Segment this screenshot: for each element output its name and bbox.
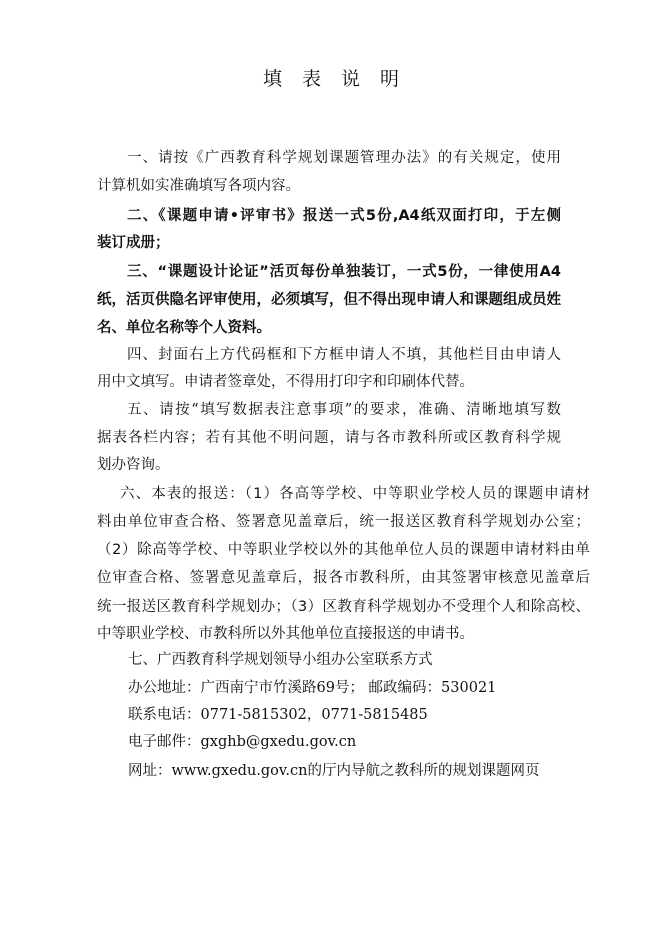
item-2-line-2: 装订成册； [97, 235, 170, 251]
item-3-line-3: 名、单位名称等个人资料。 [97, 320, 271, 336]
item-6-line-5: 统一报送区教育科学规划办；（3）区教育科学规划办不受理个人和除高校、 [97, 599, 590, 615]
website: 网址：www.gxedu.gov.cn的厅内导航之教科所的规划课题网页 [128, 763, 540, 779]
item-6-line-1: 六、本表的报送：（1）各高等学校、中等职业学校人员的课题申请材 [120, 486, 590, 502]
page-title: 填表说明 [262, 68, 419, 90]
item-1-line-1: 一、请按《广西教育科学规划课题管理办法》的有关规定，使用 [127, 150, 561, 166]
item-3-line-1: 三、“课题设计论证”活页每份单独装订，一式5份，一律使用A4 [127, 264, 561, 280]
item-1-line-2: 计算机如实准确填写各项内容。 [97, 178, 300, 194]
item-2-line-1: 二、《课题申请•评审书》报送一式5份,A4纸双面打印，于左侧 [127, 208, 561, 224]
item-5-line-2: 据表各栏内容；若有其他不明问题，请与各市教科所或区教育科学规 [97, 430, 561, 446]
contact-email: 电子邮件：gxghb@gxedu.gov.cn [128, 734, 357, 750]
item-3-line-2: 纸，活页供隐名评审使用，必须填写，但不得出现申请人和课题组成员姓 [97, 292, 561, 308]
item-5-line-3: 划办咨询。 [97, 457, 170, 473]
item-5-line-1: 五、请按“填写数据表注意事项”的要求，准确、清晰地填写数 [127, 402, 561, 418]
item-6-line-2: 料由单位审查合格、签署意见盖章后，统一报送区教育科学规划办公室； [97, 514, 590, 530]
item-4-line-2: 用中文填写。申请者签章处，不得用打印字和印刷体代替。 [97, 374, 474, 390]
office-address: 办公地址：广西南宁市竹溪路69号； 邮政编码：530021 [128, 680, 497, 696]
item-6-line-4: 位审查合格、签署意见盖章后，报各市教科所，由其签署审核意见盖章后 [97, 570, 590, 586]
contact-phone: 联系电话：0771-5815302，0771-5815485 [128, 707, 428, 723]
item-7-heading: 七、广西教育科学规划领导小组办公室联系方式 [128, 652, 433, 668]
item-4-line-1: 四、封面右上方代码框和下方框申请人不填，其他栏目由申请人 [127, 347, 561, 363]
item-6-line-3: （2）除高等学校、中等职业学校以外的其他单位人员的课题申请材料由单 [97, 542, 590, 558]
item-6-line-6: 中等职业学校、市教科所以外其他单位直接报送的申请书。 [97, 626, 474, 642]
